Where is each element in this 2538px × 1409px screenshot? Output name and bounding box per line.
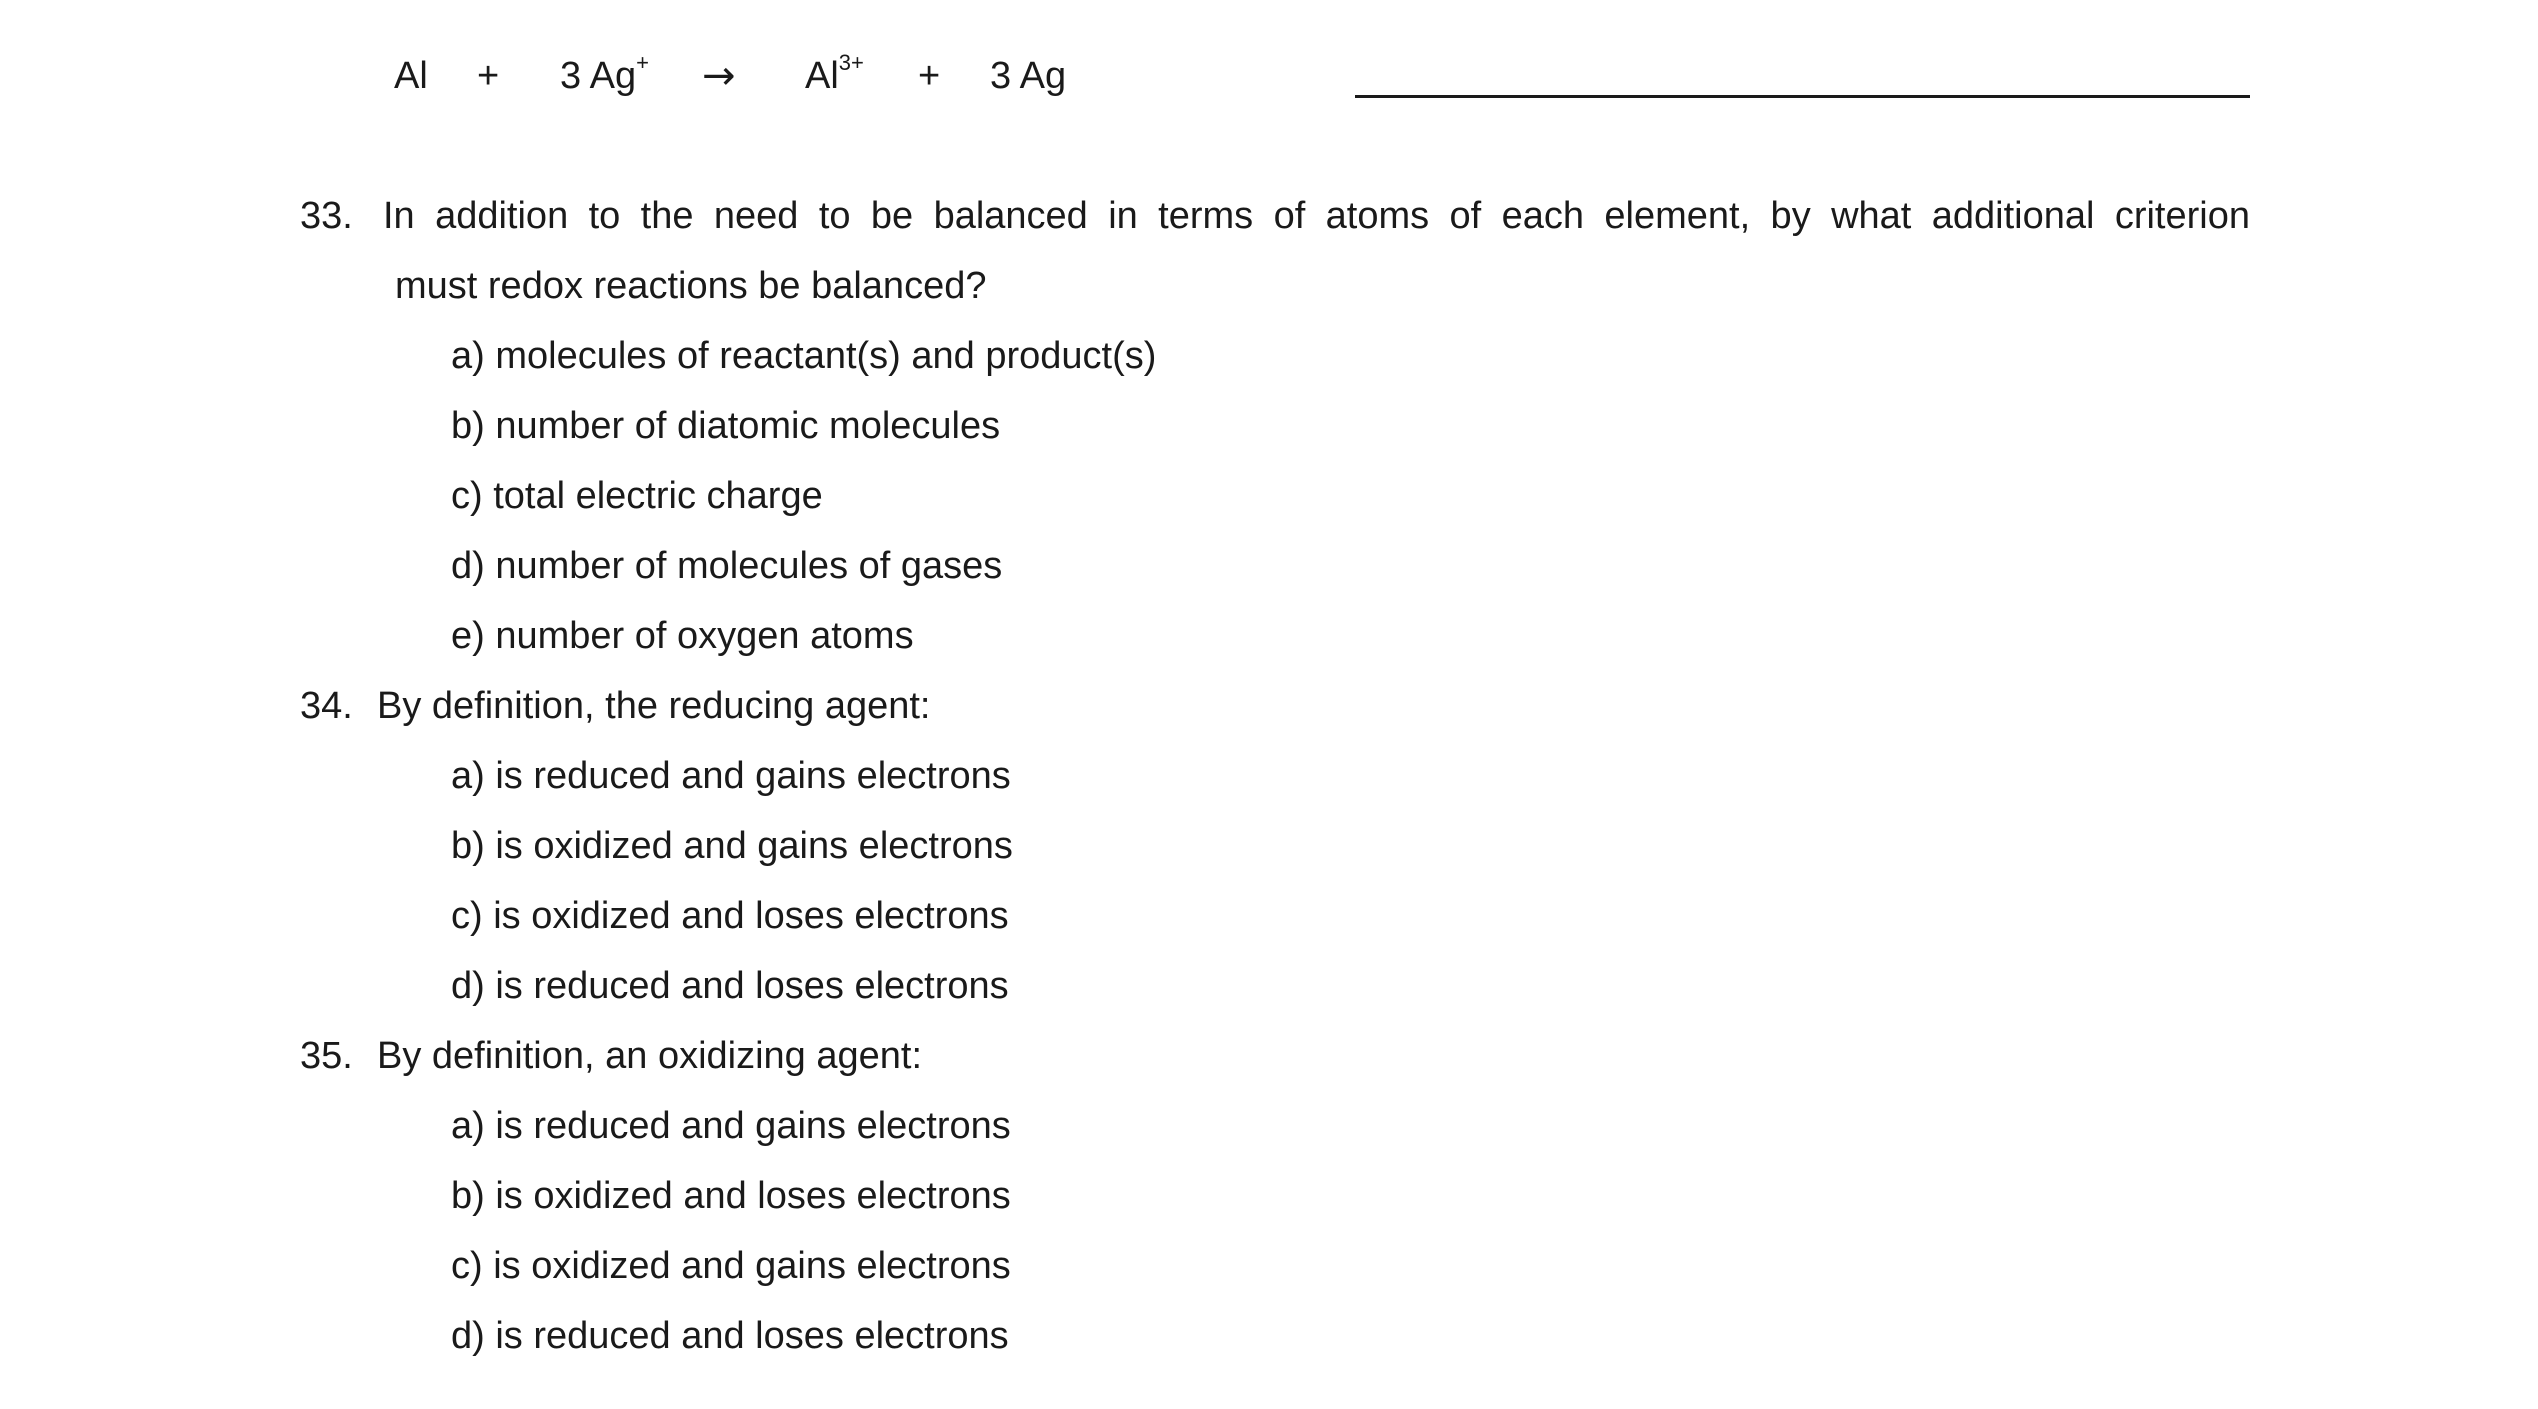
question-35-option-c[interactable]: c) is oxidized and gains electrons: [451, 1245, 1011, 1287]
question-34-number: 34.: [300, 685, 353, 727]
question-33-option-a[interactable]: a) molecules of reactant(s) and product(s): [451, 335, 1157, 377]
question-35-number: 35.: [300, 1035, 353, 1077]
question-34-option-c[interactable]: c) is oxidized and loses electrons: [451, 895, 1009, 937]
question-35-text: By definition, an oxidizing agent:: [377, 1035, 923, 1077]
question-33-text-line1: In addition to the need to be balanced in terms of atoms of each element, by what additional criterion: [383, 195, 2250, 237]
equation-product-ag: 3 Ag: [990, 55, 1067, 97]
question-35-option-d[interactable]: d) is reduced and loses electrons: [451, 1315, 1009, 1357]
al-ion-base: Al: [805, 55, 839, 97]
question-34-option-b[interactable]: b) is oxidized and gains electrons: [451, 825, 1013, 867]
answer-blank-line[interactable]: [1355, 95, 2250, 98]
reaction-arrow-icon: →: [702, 53, 736, 99]
question-35-option-a[interactable]: a) is reduced and gains electrons: [451, 1105, 1011, 1147]
equation-plus-1: +: [477, 55, 500, 97]
question-34-text: By definition, the reducing agent:: [377, 685, 931, 727]
question-33-option-c[interactable]: c) total electric charge: [451, 475, 823, 517]
equation-product-al-ion: [805, 48, 864, 104]
question-33-text-line2: must redox reactions be balanced?: [395, 265, 987, 307]
question-34-option-d[interactable]: d) is reduced and loses electrons: [451, 965, 1009, 1007]
question-33-number: 33.: [300, 195, 353, 237]
ag-ion-base: 3 Ag: [560, 55, 637, 97]
question-33-option-b[interactable]: b) number of diatomic molecules: [451, 405, 1001, 447]
al-ion-charge: 3+: [838, 50, 864, 76]
equation-reactant-ag-ion: [560, 48, 649, 104]
question-33-option-e[interactable]: e) number of oxygen atoms: [451, 615, 914, 657]
equation-plus-2: +: [918, 55, 941, 97]
question-35-option-b[interactable]: b) is oxidized and loses electrons: [451, 1175, 1011, 1217]
question-33-option-d[interactable]: d) number of molecules of gases: [451, 545, 1003, 587]
ag-ion-charge: +: [636, 50, 649, 76]
equation-reactant-al: Al: [394, 55, 428, 97]
question-34-option-a[interactable]: a) is reduced and gains electrons: [451, 755, 1011, 797]
